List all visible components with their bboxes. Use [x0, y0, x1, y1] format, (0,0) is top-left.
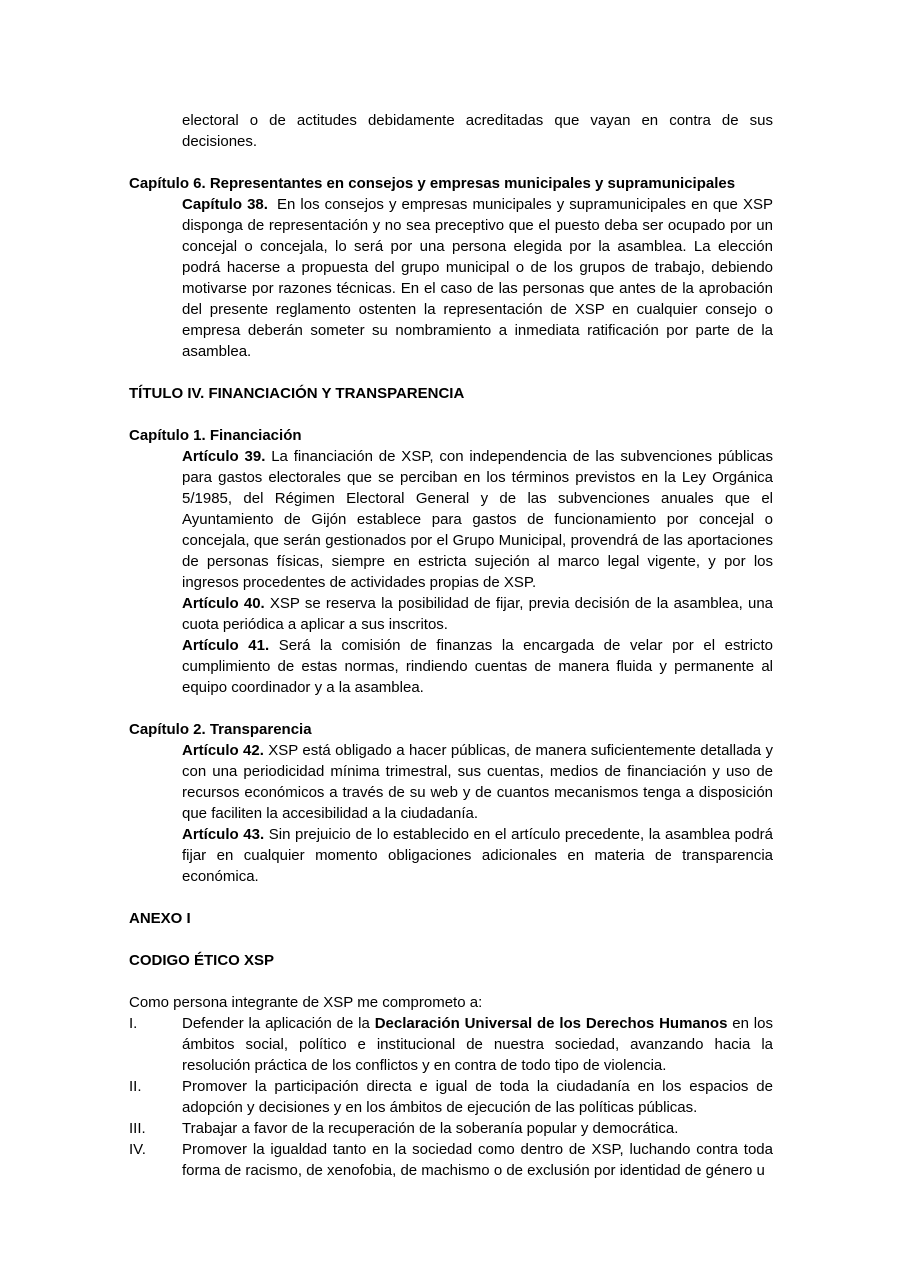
codigo-etico-heading: CODIGO ÉTICO XSP: [129, 952, 275, 969]
article-label: Artículo 40.: [182, 595, 265, 612]
commitment-text: [182, 1076, 773, 1118]
article-text: XSP está obligado a hacer públicas, de manera suficientemente detallada y con una periodicidad mínima trimestral, sus cuentas, medios de financiación y uso de recursos económicos a través de su web y de cuantos mecanismos tenga a disposición que faciliten la accesibilidad a la ciudadanía.: [182, 742, 774, 822]
article-text: La financiación de XSP, con independencia de las subvenciones públicas para gastos electorales que se perciban en los términos previstos en la Ley Orgánica 5/1985, del Régimen Electoral General y de las subvenciones anuales que el Ayuntamiento de Gijón establece para gastos de funcionamiento por concejal o concejala, que serán gestionados por el Grupo Municipal, provendrá de las aportaciones de personas físicas, siempre en estricta sujeción al marco legal vigente, y por los ingresos procedentes de actividades propias de XSP.: [182, 448, 773, 591]
continuation-paragraph: [182, 110, 773, 152]
commitment-item: [129, 1118, 777, 1139]
commitment-text-post: Trabajar a favor de la recuperación de la soberanía popular y democrática.: [182, 1120, 679, 1137]
chapter1-heading: Capítulo 1. Financiación: [129, 427, 302, 444]
commitment-item: [129, 1013, 777, 1076]
commitment-item: [129, 1139, 777, 1181]
commitment-text-post: Promover la participación directa e igual de toda la ciudadanía en los espacios de adopción y decisiones y en los ámbitos de ejecución de las políticas públicas.: [182, 1078, 773, 1116]
chapter2-heading: Capítulo 2. Transparencia: [129, 721, 312, 738]
article40-paragraph: [182, 593, 773, 635]
article42-paragraph: [182, 740, 773, 824]
commitment-numeral: II.: [129, 1078, 142, 1095]
codigo-intro: Como persona integrante de XSP me comprometo a:: [129, 994, 483, 1011]
article41-paragraph: [182, 635, 773, 698]
anexo-i-heading: ANEXO I: [129, 910, 191, 927]
title-iv-heading: TÍTULO IV. FINANCIACIÓN Y TRANSPARENCIA: [129, 385, 465, 402]
commitment-text: [182, 1139, 773, 1181]
continuation-text: electoral o de actitudes debidamente acreditadas que vayan en contra de sus decisiones.: [182, 112, 773, 150]
commitment-item: [129, 1076, 777, 1118]
article38-text: En los consejos y empresas municipales y supramunicipales en que XSP disponga de representación y no sea preceptivo que el puesto deba ser ocupado por un concejal o concejala, lo será por una persona elegida por la asamblea. La elección podrá hacerse a propuesta del grupo municipal o de los grupos de trabajo, debiendo motivarse por razones técnicas. En el caso de las personas que antes de la aprobación del presente reglamento ostenten la representación de XSP en cualquier consejo o empresa deberán someter su nombramiento a inmediata ratificación por parte de la asamblea.: [182, 196, 773, 360]
article39-paragraph: [182, 446, 773, 593]
commitment-text-post: Promover la igualdad tanto en la sociedad como dentro de XSP, luchando contra toda forma de racismo, de xenofobia, de machismo o de exclusión por identidad de género u: [182, 1141, 773, 1179]
commitments-list: [129, 1013, 777, 1181]
article38-paragraph: [182, 194, 773, 362]
article-label: Artículo 42.: [182, 742, 264, 759]
article38-label: Capítulo 38.: [182, 196, 268, 213]
commitment-text-bold: Declaración Universal de los Derechos Humanos: [374, 1015, 728, 1032]
article-text: XSP se reserva la posibilidad de fijar, previa decisión de la asamblea, una cuota periódica a aplicar a sus inscritos.: [182, 595, 774, 633]
commitment-text: [182, 1118, 773, 1139]
commitment-text-post: en los ámbitos social, político e institucional de nuestra sociedad, avanzando hacia la resolución práctica de los conflictos y en contra de todo tipo de violencia.: [182, 1015, 773, 1074]
article-text: Sin prejuicio de lo establecido en el artículo precedente, la asamblea podrá fijar en cualquier momento obligaciones adicionales en materia de transparencia económica.: [182, 826, 774, 885]
article43-paragraph: [182, 824, 773, 887]
chapter6-heading: Capítulo 6. Representantes en consejos y empresas municipales y supramunicipales: [129, 175, 736, 192]
article-label: Artículo 41.: [182, 637, 270, 654]
commitment-numeral: IV.: [129, 1141, 146, 1158]
commitment-text-pre: Defender la aplicación de la: [182, 1015, 375, 1032]
commitment-numeral: III.: [129, 1120, 146, 1137]
commitment-numeral: I.: [129, 1015, 138, 1032]
article-text: Será la comisión de finanzas la encargada de velar por el estricto cumplimiento de estas normas, rindiendo cuentas de manera fluida y permanente al equipo coordinador y a la asamblea.: [182, 637, 773, 696]
article-label: Artículo 43.: [182, 826, 265, 843]
commitment-text: [182, 1013, 773, 1076]
article-label: Artículo 39.: [182, 448, 266, 465]
